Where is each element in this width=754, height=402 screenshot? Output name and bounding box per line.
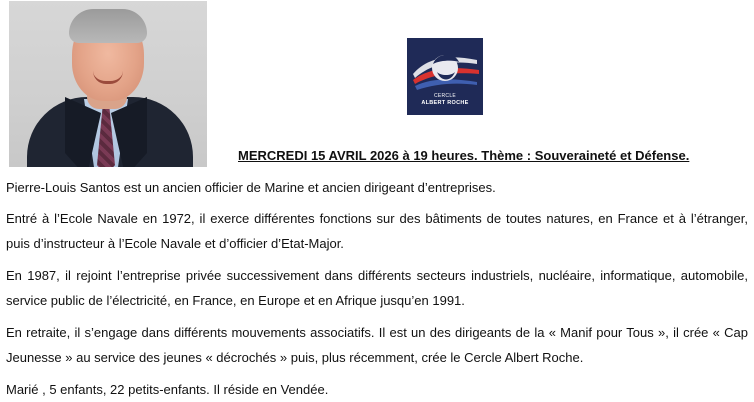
- cercle-albert-roche-logo: [407, 38, 483, 115]
- paragraph-navy-career: Entré à l’Ecole Navale en 1972, il exerce différentes fonctions sur des bâtiments de toutes natures, en France et à l’étranger, puis d’instructeur à l’Ecole Navale et d’officier d’Etat-Major.: [6, 211, 748, 251]
- paragraph-family: Marié , 5 enfants, 22 petits-enfants. Il réside en Vendée.: [6, 382, 329, 397]
- paragraph-retirement: En retraite, il s’engage dans différents mouvements associatifs. Il est un des dirigeants de la « Manif pour Tous », il crée « Cap Jeunesse » au service des jeunes « décrochés » puis, plus récemment, crée le Cercle Albert Roche.: [6, 325, 748, 365]
- paragraph-private-sector: En 1987, il rejoint l’entreprise privée successivement dans différents secteurs industriels, nucléaire, informatique, automobile, service public de l’électricité, en France, en Europe et en Afrique jusqu’en 1991.: [6, 268, 748, 308]
- logo-text-cercle: CERCLE: [433, 93, 457, 99]
- event-title: MERCREDI 15 AVRIL 2026 à 19 heures. Thème : Souveraineté et Défense.: [238, 148, 690, 163]
- portrait-photo: [9, 1, 207, 167]
- logo-text-albert-roche: ALBERT ROCHE: [421, 100, 469, 106]
- portrait-hair: [69, 9, 147, 43]
- paragraph-intro: Pierre-Louis Santos est un ancien officier de Marine et ancien dirigeant d’entreprises.: [6, 180, 496, 195]
